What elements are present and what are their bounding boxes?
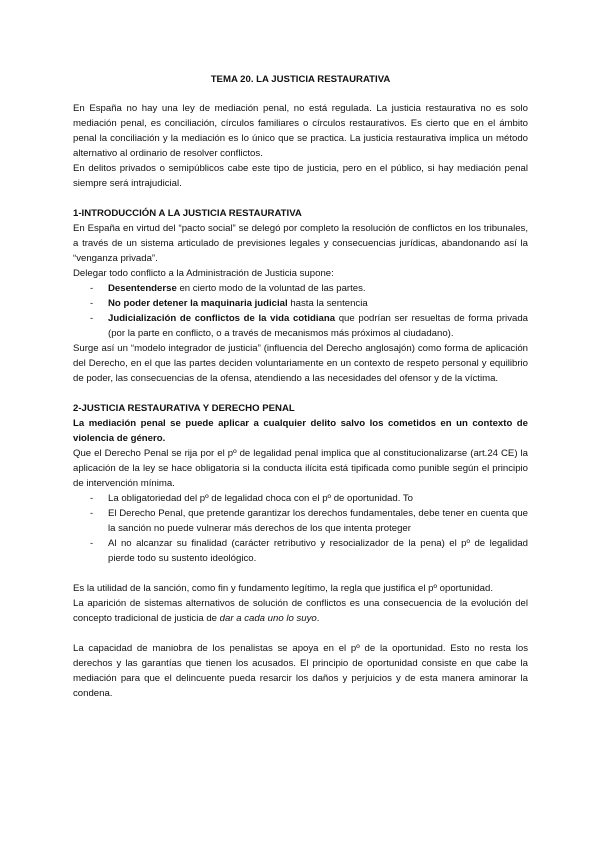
bullet-bold-text: Judicialización de conflictos de la vida cotidiana	[108, 313, 336, 324]
section-2-paragraph-4: La capacidad de maniobra de los penalistas se apoya en el pº de la oportunidad. Esto no resta los derechos y las garantías que tienen los acusados. El principio de oportunidad consiste en que cabe la mediación para que el delincuente pueda resarcir los daños y perjuicios y de esta manera aminorar la condena.	[73, 643, 528, 699]
bullet-text: en cierto modo de la voluntad de las partes.	[176, 283, 366, 294]
italic-phrase: dar a cada uno lo suyo	[219, 613, 317, 624]
bullet-bold-text: Desentenderse	[108, 283, 177, 294]
section-2-bold-statement: La mediación penal se puede aplicar a cualquier delito salvo los cometidos en un contexto de violencia de género.	[73, 418, 528, 444]
page-title: TEMA 20. LA JUSTICIA RESTAURATIVA	[210, 74, 391, 85]
list-item: - El Derecho Penal, que pretende garantizar los derechos fundamentales, debe tener en cuenta que la sanción no puede vulnerar más derechos de los que intenta proteger	[73, 506, 528, 536]
paragraph-text: La aparición de sistemas alternativos de solución de conflictos es una consecuencia de la evolución del concepto tradicional de justicia de	[73, 598, 528, 624]
section-1-bullet-list	[73, 281, 528, 341]
list-item	[73, 281, 528, 296]
section-1-paragraph-3: Surge así un “modelo integrador de justicia” (influencia del Derecho anglosajón) como forma de aplicación del Derecho, en el que las partes deciden voluntariamente en un contexto de respeto personal y equilibrio de poder, las consecuencias de la ofensa, atendiendo a las necesidades del ofensor y de la víctima.	[73, 343, 528, 384]
section-2-heading: 2-JUSTICIA RESTAURATIVA Y DERECHO PENAL	[73, 403, 295, 414]
section-2-paragraph-2: Es la utilidad de la sanción, como fin y fundamento legítimo, la regla que justifica el pº oportunidad.	[73, 583, 494, 594]
section-2-paragraph-3	[73, 596, 528, 626]
bullet-text: que podrían ser resueltas de forma privada (por la parte en conflicto, o a través de mecanismos más próximos al ciudadano).	[108, 313, 528, 339]
section-2-bullet-list	[73, 491, 528, 566]
list-item: - La obligatoriedad del pº de legalidad choca con el pº de oportunidad. To	[73, 491, 528, 506]
section-1-paragraph-1: En España en virtud del “pacto social” se delegó por completo la resolución de conflictos en los tribunales, a través de un sistema articulado de previsiones legales y consecuencias jurídicas, abandonando así la “venganza privada”.	[73, 223, 528, 264]
section-1-heading: 1-INTRODUCCIÓN A LA JUSTICIA RESTAURATIVA	[73, 208, 302, 219]
intro-paragraph-1: En España no hay una ley de mediación penal, no está regulada. La justicia restaurativa no es solo mediación penal, es conciliación, círculos familiares o círculos restaurativos. Es cierto que en el ámbito penal la conciliación y la mediación es lo único que se practica. La justicia restaurativa implica un método alternativo al ordinario de resolver conflictos.	[73, 103, 528, 159]
bullet-text: hasta la sentencia	[287, 298, 368, 309]
list-item	[73, 311, 528, 341]
paragraph-text-end: .	[316, 613, 320, 624]
section-1-paragraph-2: Delegar todo conflicto a la Administración de Justicia supone:	[73, 268, 334, 279]
list-item: - Al no alcanzar su finalidad (carácter retributivo y resocializador de la pena) el pº de legalidad pierde todo su sustento ideológico.	[73, 536, 528, 566]
list-item	[73, 296, 528, 311]
bullet-bold-text: No poder detener la maquinaria judicial	[108, 298, 288, 309]
intro-paragraph-2: En delitos privados o semipúblicos cabe este tipo de justicia, pero en el público, si hay mediación penal siempre será intrajudicial.	[73, 163, 528, 189]
document-page	[73, 72, 528, 701]
section-2-paragraph-1: Que el Derecho Penal se rija por el pº de legalidad penal implica que al constitucionalizarse (art.24 CE) la aplicación de la ley se hace obligatoria si la conducta ilícita está tipificada como punible según el principio de intervención mínima.	[73, 448, 528, 489]
